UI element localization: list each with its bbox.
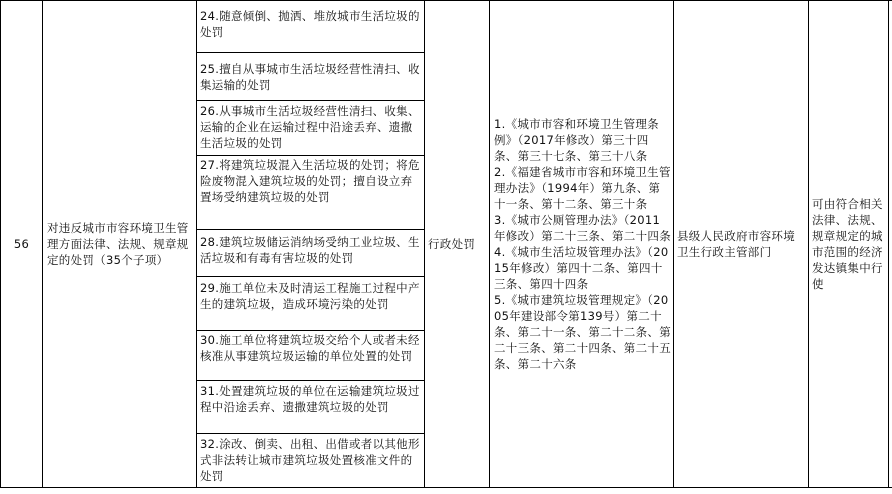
column-divider: [42, 0, 43, 488]
row-number: 56: [13, 237, 30, 251]
subitem-text: 31.处置建筑垃圾的单位在运输建筑垃圾过程中沿途丢弃、遗撒建筑垃圾的处罚: [200, 384, 420, 414]
subitem-divider: [196, 433, 425, 434]
enforcement-type-cell: [428, 1, 488, 487]
item-title: 对违反城市市容环境卫生管理方面法律、法规、规章规定的处罚（35个子项）: [47, 221, 189, 267]
legal-basis: 1.《城市市容和环境卫生管理条例》（2017年修改）第三十四条、第三十七条、第三十八条 2.《福建省城市市容和环境卫生管理办法》（1994年）第九条、第十一条、第十二条、第三十条 3.《城市公厕管理办法》（2011年修改）第二十三条、第二十四条 4.《城市生活垃圾管理办法》（2015年修改）第四十二条、第四十三条、第四十四条 5.《城市建筑垃圾管理规定》（2005年建设部令第139号）第二十条、第二十一条、第二十二条、第二十三条、第二十四条、第二十五条、第二十六条: [494, 117, 671, 371]
subitem-cell: [200, 61, 422, 93]
subitem-text: 28.建筑垃圾储运消纳场受纳工业垃圾、生活垃圾和有毒有害垃圾的处罚: [200, 235, 420, 265]
subitem-cell: [200, 157, 422, 205]
subitem-text: 26.从事城市生活垃圾经营性清扫、收集、运输的企业在运输过程中沿途丢弃、遗撒生活垃圾的处罚: [200, 104, 420, 150]
subitem-cell: [200, 103, 422, 151]
subitem-divider: [196, 330, 425, 331]
delegation-cell: [812, 1, 886, 487]
subitem-divider: [196, 52, 425, 53]
column-divider: [673, 0, 674, 488]
enforcement-type: 行政处罚: [428, 237, 476, 251]
table-border-right: [888, 0, 889, 488]
column-divider: [424, 0, 425, 488]
legal-basis-cell: [494, 1, 671, 487]
row-number-cell: [1, 1, 42, 487]
subitem-divider: [196, 229, 425, 230]
table-border-bottom: [0, 487, 892, 488]
delegation-note: 可由符合相关法律、法规、规章规定的城市范围的经济发达镇集中行使: [812, 197, 883, 291]
responsible-department: 县级人民政府市容环境卫生行政主管部门: [677, 229, 795, 259]
column-divider: [489, 0, 490, 488]
item-title-cell: [47, 1, 193, 487]
subitem-cell: [200, 383, 422, 415]
subitem-text: 27.将建筑垃圾混入生活垃圾的处罚；将危险废物混入建筑垃圾的处罚；擅自设立弃置场受纳建筑垃圾的处罚: [200, 158, 420, 204]
subitem-text: 29.施工单位未及时清运工程施工过程中产生的建筑垃圾，造成环境污染的处罚: [200, 281, 420, 311]
column-divider: [808, 0, 809, 488]
subitem-text: 32.涂改、倒卖、出租、出借或者以其他形式非法转让城市建筑垃圾处置核准文件的处罚: [200, 437, 420, 483]
subitem-divider: [196, 155, 425, 156]
column-divider: [196, 0, 197, 488]
subitem-cell: [200, 234, 422, 266]
subitem-text: 30.施工单位将建筑垃圾交给个人或者未经核准从事建筑垃圾运输的单位处置的处罚: [200, 333, 420, 363]
subitem-text: 25.擅自从事城市生活垃圾经营性清扫、收集运输的处罚: [200, 62, 420, 92]
subitem-divider: [196, 276, 425, 277]
subitem-divider: [196, 380, 425, 381]
subitem-cell: [200, 332, 422, 364]
subitem-cell: [200, 436, 422, 484]
subitem-cell: [200, 8, 422, 40]
department-cell: [677, 1, 806, 487]
subitem-cell: [200, 280, 422, 312]
subitem-text: 24.随意倾倒、抛洒、堆放城市生活垃圾的处罚: [200, 9, 420, 39]
subitem-divider: [196, 100, 425, 101]
